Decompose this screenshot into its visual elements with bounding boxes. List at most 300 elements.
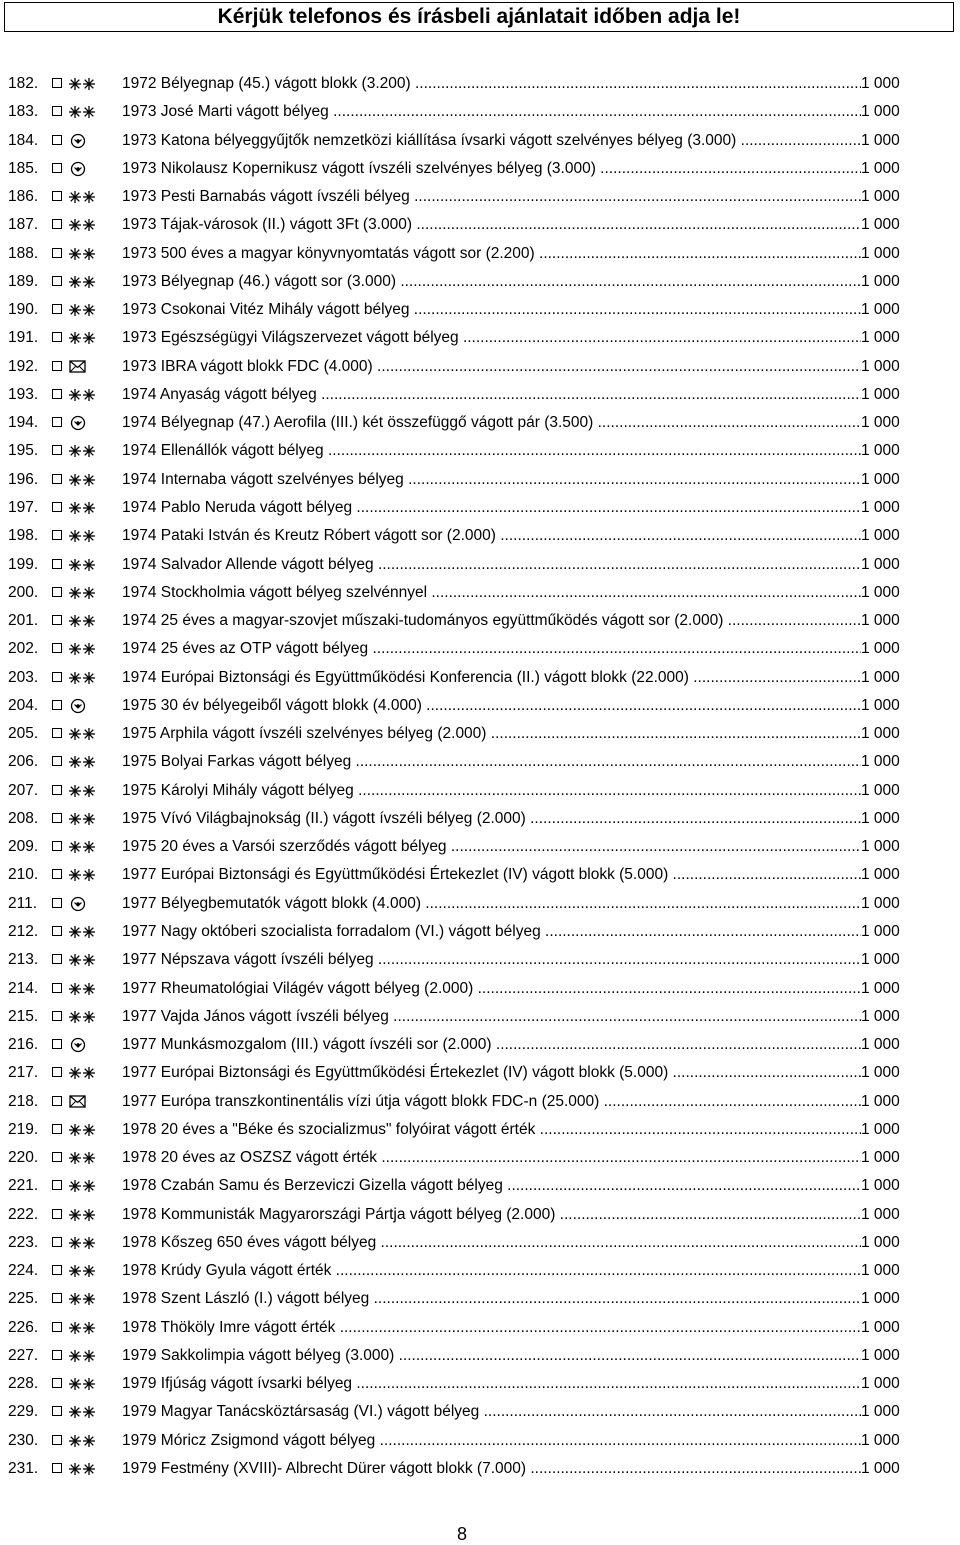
double-star-icon: [68, 923, 96, 941]
circled-check-icon: [68, 895, 96, 913]
lot-price: 1 000: [861, 890, 921, 918]
lot-price: 1 000: [861, 607, 921, 635]
checkbox-icon: [52, 135, 62, 145]
list-item: [0, 1201, 960, 1229]
double-star-icon: [68, 951, 96, 969]
lot-description: 1973 José Marti vágott bélyeg .....: [122, 98, 861, 126]
checkbox-icon: [52, 1096, 62, 1106]
checkbox-icon: [52, 332, 62, 342]
checkbox-icon: [52, 1152, 62, 1162]
lot-description: 1977 Európai Biztonsági és Együttműködési Értekezlet (IV) vágott blokk (5.000) .....: [122, 861, 861, 889]
double-star-icon: [68, 301, 96, 319]
lot-description: 1975 Bolyai Farkas vágott bélyeg .....: [122, 748, 861, 776]
checkbox-icon: [52, 559, 62, 569]
checkbox-icon: [52, 445, 62, 455]
lot-price: 1 000: [861, 1229, 921, 1257]
lot-price: 1 000: [861, 1398, 921, 1426]
double-star-icon: [68, 1319, 96, 1337]
checkbox-icon: [52, 841, 62, 851]
list-item: [0, 98, 960, 126]
lot-price: 1 000: [861, 240, 921, 268]
lot-number: 207.: [8, 781, 39, 799]
list-item: [0, 1059, 960, 1087]
lot-description: 1977 Vajda János vágott ívszéli bélyeg .....: [122, 1003, 861, 1031]
lot-price: 1 000: [861, 1342, 921, 1370]
lot-price: 1 000: [861, 833, 921, 861]
double-star-icon: [68, 782, 96, 800]
lot-number: 187.: [8, 216, 39, 234]
double-star-icon: [68, 612, 96, 630]
lot-number: 219.: [8, 1120, 39, 1138]
lot-price: 1 000: [861, 1201, 921, 1229]
lot-price: 1 000: [861, 1314, 921, 1342]
lot-description: 1977 Európa transzkontinentális vízi útja vágott blokk FDC-n (25.000) .....: [122, 1088, 861, 1116]
checkbox-icon: [52, 1237, 62, 1247]
double-star-icon: [68, 245, 96, 263]
checkbox-icon: [52, 502, 62, 512]
list-item: [0, 1342, 960, 1370]
lot-description: 1974 Stockholmia vágott bélyeg szelvénnyel .....: [122, 579, 861, 607]
lot-number: 188.: [8, 244, 39, 262]
lot-number: 203.: [8, 668, 39, 686]
double-star-icon: [68, 1460, 96, 1478]
list-item: [0, 975, 960, 1003]
lot-number: 224.: [8, 1262, 39, 1280]
lot-description: 1974 Pataki István és Kreutz Róbert vágott sor (2.000) .....: [122, 522, 861, 550]
checkbox-icon: [52, 304, 62, 314]
lot-number: 186.: [8, 188, 39, 206]
list-item: [0, 409, 960, 437]
checkbox-icon: [52, 1011, 62, 1021]
lot-price: 1 000: [861, 381, 921, 409]
lot-description: 1978 Kommunisták Magyarországi Pártja vágott bélyeg (2.000) .....: [122, 1201, 861, 1229]
lot-price: 1 000: [861, 1257, 921, 1285]
list-item: [0, 1370, 960, 1398]
checkbox-icon: [52, 163, 62, 173]
lot-price: 1 000: [861, 522, 921, 550]
lot-number: 229.: [8, 1403, 39, 1421]
lot-price: 1 000: [861, 1116, 921, 1144]
lot-description: 1974 Bélyegnap (47.) Aerofila (III.) két összefüggő vágott pár (3.500) .....: [122, 409, 861, 437]
lot-number: 223.: [8, 1233, 39, 1251]
double-star-icon: [68, 1064, 96, 1082]
circled-check-icon: [68, 132, 96, 150]
list-item: [0, 918, 960, 946]
checkbox-icon: [52, 756, 62, 766]
lot-price: 1 000: [861, 720, 921, 748]
lot-number: 227.: [8, 1346, 39, 1364]
double-star-icon: [68, 1375, 96, 1393]
lot-price: 1 000: [861, 1370, 921, 1398]
lot-price: 1 000: [861, 353, 921, 381]
list-item: [0, 607, 960, 635]
lot-number: 201.: [8, 612, 39, 630]
double-star-icon: [68, 669, 96, 687]
list-item: [0, 1314, 960, 1342]
checkbox-icon: [52, 1463, 62, 1473]
list-item: [0, 1088, 960, 1116]
lot-price: 1 000: [861, 494, 921, 522]
list-item: [0, 635, 960, 663]
list-item: [0, 1031, 960, 1059]
lot-list: [0, 70, 960, 1483]
double-star-icon: [68, 1008, 96, 1026]
checkbox-icon: [52, 1293, 62, 1303]
checkbox-icon: [52, 1406, 62, 1416]
lot-number: 189.: [8, 272, 39, 290]
checkbox-icon: [52, 248, 62, 258]
list-item: [0, 946, 960, 974]
lot-number: 226.: [8, 1318, 39, 1336]
checkbox-icon: [52, 587, 62, 597]
lot-number: 231.: [8, 1460, 39, 1478]
checkbox-icon: [52, 700, 62, 710]
lot-number: 190.: [8, 301, 39, 319]
checkbox-icon: [52, 1265, 62, 1275]
list-item: [0, 381, 960, 409]
lot-description: 1978 20 éves az OSZSZ vágott érték .....: [122, 1144, 861, 1172]
checkbox-icon: [52, 1180, 62, 1190]
list-item: [0, 70, 960, 98]
lot-description: 1973 Bélyegnap (46.) vágott sor (3.000) .....: [122, 268, 861, 296]
lot-number: 208.: [8, 809, 39, 827]
double-star-icon: [68, 1262, 96, 1280]
lot-number: 192.: [8, 357, 39, 375]
list-item: [0, 1257, 960, 1285]
lot-price: 1 000: [861, 861, 921, 889]
lot-description: 1975 20 éves a Varsói szerződés vágott bélyeg .....: [122, 833, 861, 861]
checkbox-icon: [52, 728, 62, 738]
checkbox-icon: [52, 869, 62, 879]
lot-price: 1 000: [861, 551, 921, 579]
lot-price: 1 000: [861, 975, 921, 1003]
lot-description: 1978 20 éves a "Béke és szocializmus" folyóirat vágott érték .....: [122, 1116, 861, 1144]
lot-number: 230.: [8, 1431, 39, 1449]
lot-price: 1 000: [861, 1285, 921, 1313]
list-item: [0, 1144, 960, 1172]
lot-price: 1 000: [861, 1427, 921, 1455]
lot-description: 1974 Pablo Neruda vágott bélyeg .....: [122, 494, 861, 522]
list-item: [0, 1398, 960, 1426]
header-title: Kérjük telefonos és írásbeli ajánlatait időben adja le!: [217, 5, 741, 28]
lot-description: 1973 IBRA vágott blokk FDC (4.000) .....: [122, 353, 861, 381]
lot-description: 1975 Arphila vágott ívszéli szelvényes bélyeg (2.000) .....: [122, 720, 861, 748]
list-item: [0, 240, 960, 268]
lot-description: 1979 Ifjúság vágott ívsarki bélyeg .....: [122, 1370, 861, 1398]
checkbox-icon: [52, 898, 62, 908]
checkbox-icon: [52, 1067, 62, 1077]
lot-description: 1978 Thököly Imre vágott érték .....: [122, 1314, 861, 1342]
checkbox-icon: [52, 106, 62, 116]
double-star-icon: [68, 810, 96, 828]
list-item: [0, 1285, 960, 1313]
list-item: [0, 324, 960, 352]
double-star-icon: [68, 1290, 96, 1308]
lot-price: 1 000: [861, 409, 921, 437]
checkbox-icon: [52, 1435, 62, 1445]
double-star-icon: [68, 442, 96, 460]
list-item: [0, 1427, 960, 1455]
lot-number: 195.: [8, 442, 39, 460]
lot-description: 1977 Népszava vágott ívszéli bélyeg .....: [122, 946, 861, 974]
list-item: [0, 720, 960, 748]
lot-number: 196.: [8, 470, 39, 488]
lot-description: 1977 Bélyegbemutatók vágott blokk (4.000) .....: [122, 890, 861, 918]
list-item: [0, 861, 960, 889]
lot-description: 1979 Festmény (XVIII)- Albrecht Dürer vágott blokk (7.000) .....: [122, 1455, 861, 1483]
lot-number: 211.: [8, 894, 38, 912]
checkbox-icon: [52, 417, 62, 427]
list-item: [0, 353, 960, 381]
double-star-icon: [68, 1177, 96, 1195]
lot-description: 1977 Nagy októberi szocialista forradalom (VI.) vágott bélyeg .....: [122, 918, 861, 946]
list-item: [0, 1003, 960, 1031]
envelope-icon: [68, 1093, 96, 1111]
list-item: [0, 692, 960, 720]
lot-description: 1978 Kőszeg 650 éves vágott bélyeg .....: [122, 1229, 861, 1257]
lot-number: 218.: [8, 1092, 39, 1110]
circled-check-icon: [68, 414, 96, 432]
lot-description: 1974 Ellenállók vágott bélyeg .....: [122, 437, 861, 465]
lot-description: 1973 Tájak-városok (II.) vágott 3Ft (3.000) .....: [122, 211, 861, 239]
checkbox-icon: [52, 389, 62, 399]
lot-price: 1 000: [861, 1144, 921, 1172]
double-star-icon: [68, 273, 96, 291]
list-item: [0, 1455, 960, 1483]
double-star-icon: [68, 1432, 96, 1450]
double-star-icon: [68, 188, 96, 206]
lot-description: 1973 Katona bélyeggyűjtők nemzetközi kiállítása ívsarki vágott szelvényes bélyeg (3.000) .....: [122, 127, 861, 155]
list-item: [0, 805, 960, 833]
double-star-icon: [68, 216, 96, 234]
checkbox-icon: [52, 219, 62, 229]
lot-description: 1977 Munkásmozgalom (III.) vágott ívszéli sor (2.000) .....: [122, 1031, 861, 1059]
double-star-icon: [68, 329, 96, 347]
list-item: [0, 748, 960, 776]
double-star-icon: [68, 725, 96, 743]
lot-description: 1974 Internaba vágott szelvényes bélyeg .....: [122, 466, 861, 494]
lot-price: 1 000: [861, 98, 921, 126]
checkbox-icon: [52, 1039, 62, 1049]
circled-check-icon: [68, 160, 96, 178]
lot-number: 193.: [8, 385, 39, 403]
page-number: 8: [456, 1524, 467, 1544]
checkbox-icon: [52, 615, 62, 625]
double-star-icon: [68, 980, 96, 998]
lot-description: 1974 25 éves az OTP vágott bélyeg .....: [122, 635, 861, 663]
lot-price: 1 000: [861, 664, 921, 692]
list-item: [0, 155, 960, 183]
lot-number: 182.: [8, 75, 39, 92]
checkbox-icon: [52, 672, 62, 682]
lot-number: 204.: [8, 696, 39, 714]
lot-number: 222.: [8, 1205, 39, 1223]
checkbox-icon: [52, 1322, 62, 1332]
lot-number: 205.: [8, 725, 39, 743]
lot-price: 1 000: [861, 268, 921, 296]
checkbox-icon: [52, 785, 62, 795]
lot-price: 1 000: [861, 296, 921, 324]
lot-description: 1975 30 év bélyegeiből vágott blokk (4.000) .....: [122, 692, 861, 720]
double-star-icon: [68, 386, 96, 404]
list-item: [0, 268, 960, 296]
double-star-icon: [68, 527, 96, 545]
checkbox-icon: [52, 530, 62, 540]
lot-description: 1974 Európai Biztonsági és Együttműködési Konferencia (II.) vágott blokk (22.000) .....: [122, 664, 861, 692]
lot-number: 220.: [8, 1149, 39, 1167]
lot-price: 1 000: [861, 748, 921, 776]
checkbox-icon: [52, 1209, 62, 1219]
checkbox-icon: [52, 191, 62, 201]
list-item: [0, 494, 960, 522]
lot-number: 210.: [8, 866, 39, 884]
lot-number: 213.: [8, 951, 39, 969]
page-header: [4, 2, 954, 32]
lot-number: 221.: [8, 1177, 39, 1195]
double-star-icon: [68, 753, 96, 771]
list-item: [0, 777, 960, 805]
double-star-icon: [68, 1403, 96, 1421]
circled-check-icon: [68, 1036, 96, 1054]
list-item: [0, 1116, 960, 1144]
lot-price: 1 000: [861, 1455, 921, 1483]
lot-description: 1973 Nikolausz Kopernikusz vágott ívszéli szelvényes bélyeg (3.000) .....: [122, 155, 861, 183]
list-item: [0, 211, 960, 239]
lot-price: 1 000: [861, 1031, 921, 1059]
lot-description: 1974 Anyaság vágott bélyeg .....: [122, 381, 861, 409]
lot-price: 1 000: [861, 437, 921, 465]
list-item: [0, 664, 960, 692]
double-star-icon: [68, 1121, 96, 1139]
double-star-icon: [68, 1149, 96, 1167]
envelope-icon: [68, 358, 96, 376]
lot-number: 198.: [8, 527, 39, 545]
lot-description: 1973 Csokonai Vitéz Mihály vágott bélyeg .....: [122, 296, 861, 324]
lot-price: 1 000: [861, 1088, 921, 1116]
lot-number: 212.: [8, 922, 39, 940]
double-star-icon: [68, 499, 96, 517]
lot-price: 1 000: [861, 183, 921, 211]
lot-number: 184.: [8, 131, 39, 149]
lot-number: 209.: [8, 838, 39, 856]
lot-description: 1977 Európai Biztonsági és Együttműködési Értekezlet (IV) vágott blokk (5.000) .....: [122, 1059, 861, 1087]
lot-price: 1 000: [861, 635, 921, 663]
checkbox-icon: [52, 474, 62, 484]
double-star-icon: [68, 556, 96, 574]
lot-number: 194.: [8, 414, 39, 432]
lot-description: 1978 Czabán Samu és Berzeviczi Gizella vágott bélyeg .....: [122, 1172, 861, 1200]
double-star-icon: [68, 584, 96, 602]
lot-number: 228.: [8, 1375, 39, 1393]
list-item: [0, 522, 960, 550]
lot-description: 1973 Pesti Barnabás vágott ívszéli bélyeg .....: [122, 183, 861, 211]
lot-description: 1975 Károlyi Mihály vágott bélyeg .....: [122, 777, 861, 805]
lot-price: 1 000: [861, 1172, 921, 1200]
list-item: [0, 551, 960, 579]
list-item: [0, 890, 960, 918]
double-star-icon: [68, 75, 96, 93]
lot-number: 197.: [8, 498, 39, 516]
lot-number: 215.: [8, 1007, 39, 1025]
list-item: [0, 466, 960, 494]
checkbox-icon: [52, 983, 62, 993]
lot-price: 1 000: [861, 692, 921, 720]
lot-number: 202.: [8, 640, 39, 658]
checkbox-icon: [52, 954, 62, 964]
double-star-icon: [68, 838, 96, 856]
lot-description: 1974 Salvador Allende vágott bélyeg .....: [122, 551, 861, 579]
lot-number: 200.: [8, 583, 39, 601]
checkbox-icon: [52, 643, 62, 653]
lot-number: 199.: [8, 555, 39, 573]
checkbox-icon: [52, 926, 62, 936]
lot-number: 185.: [8, 159, 39, 177]
lot-price: 1 000: [861, 324, 921, 352]
lot-price: 1 000: [861, 211, 921, 239]
lot-description: 1972 Bélyegnap (45.) vágott blokk (3.200) .....: [122, 70, 861, 98]
checkbox-icon: [52, 361, 62, 371]
list-item: [0, 127, 960, 155]
checkbox-icon: [52, 276, 62, 286]
lot-price: 1 000: [861, 127, 921, 155]
lot-price: 1 000: [861, 918, 921, 946]
lot-number: 225.: [8, 1290, 39, 1308]
lot-number: 183.: [8, 103, 39, 121]
lot-number: 206.: [8, 753, 39, 771]
lot-description: 1973 500 éves a magyar könyvnyomtatás vágott sor (2.200) .....: [122, 240, 861, 268]
lot-price: 1 000: [861, 805, 921, 833]
list-item: [0, 183, 960, 211]
checkbox-icon: [52, 1378, 62, 1388]
lot-price: 1 000: [861, 70, 921, 98]
lot-description: 1979 Magyar Tanácsköztársaság (VI.) vágott bélyeg .....: [122, 1398, 861, 1426]
list-item: [0, 296, 960, 324]
lot-price: 1 000: [861, 155, 921, 183]
checkbox-icon: [52, 813, 62, 823]
lot-description: 1974 25 éves a magyar-szovjet műszaki-tudományos együttműködés vágott sor (2.000) .....: [122, 607, 861, 635]
double-star-icon: [68, 1347, 96, 1365]
checkbox-icon: [52, 1350, 62, 1360]
lot-price: 1 000: [861, 1059, 921, 1087]
lot-price: 1 000: [861, 946, 921, 974]
lot-number: 191.: [8, 329, 39, 347]
lot-price: 1 000: [861, 579, 921, 607]
double-star-icon: [68, 1206, 96, 1224]
lot-number: 217.: [8, 1064, 39, 1082]
lot-description: 1979 Móricz Zsigmond vágott bélyeg .....: [122, 1427, 861, 1455]
lot-description: 1977 Rheumatológiai Világév vágott bélyeg (2.000) .....: [122, 975, 861, 1003]
list-item: [0, 437, 960, 465]
list-item: [0, 1172, 960, 1200]
list-item: [0, 1229, 960, 1257]
lot-number: 214.: [8, 979, 39, 997]
lot-description: 1978 Krúdy Gyula vágott érték .....: [122, 1257, 861, 1285]
lot-description: 1975 Vívó Világbajnokság (II.) vágott ívszéli bélyeg (2.000) .....: [122, 805, 861, 833]
lot-price: 1 000: [861, 466, 921, 494]
lot-description: 1979 Sakkolimpia vágott bélyeg (3.000) .....: [122, 1342, 861, 1370]
lot-price: 1 000: [861, 1003, 921, 1031]
checkbox-icon: [52, 78, 62, 88]
double-star-icon: [68, 103, 96, 121]
double-star-icon: [68, 471, 96, 489]
lot-description: 1973 Egészségügyi Világszervezet vágott bélyeg .....: [122, 324, 861, 352]
double-star-icon: [68, 866, 96, 884]
lot-description: 1978 Szent László (I.) vágott bélyeg .....: [122, 1285, 861, 1313]
double-star-icon: [68, 640, 96, 658]
checkbox-icon: [52, 1124, 62, 1134]
list-item: [0, 833, 960, 861]
circled-check-icon: [68, 697, 96, 715]
